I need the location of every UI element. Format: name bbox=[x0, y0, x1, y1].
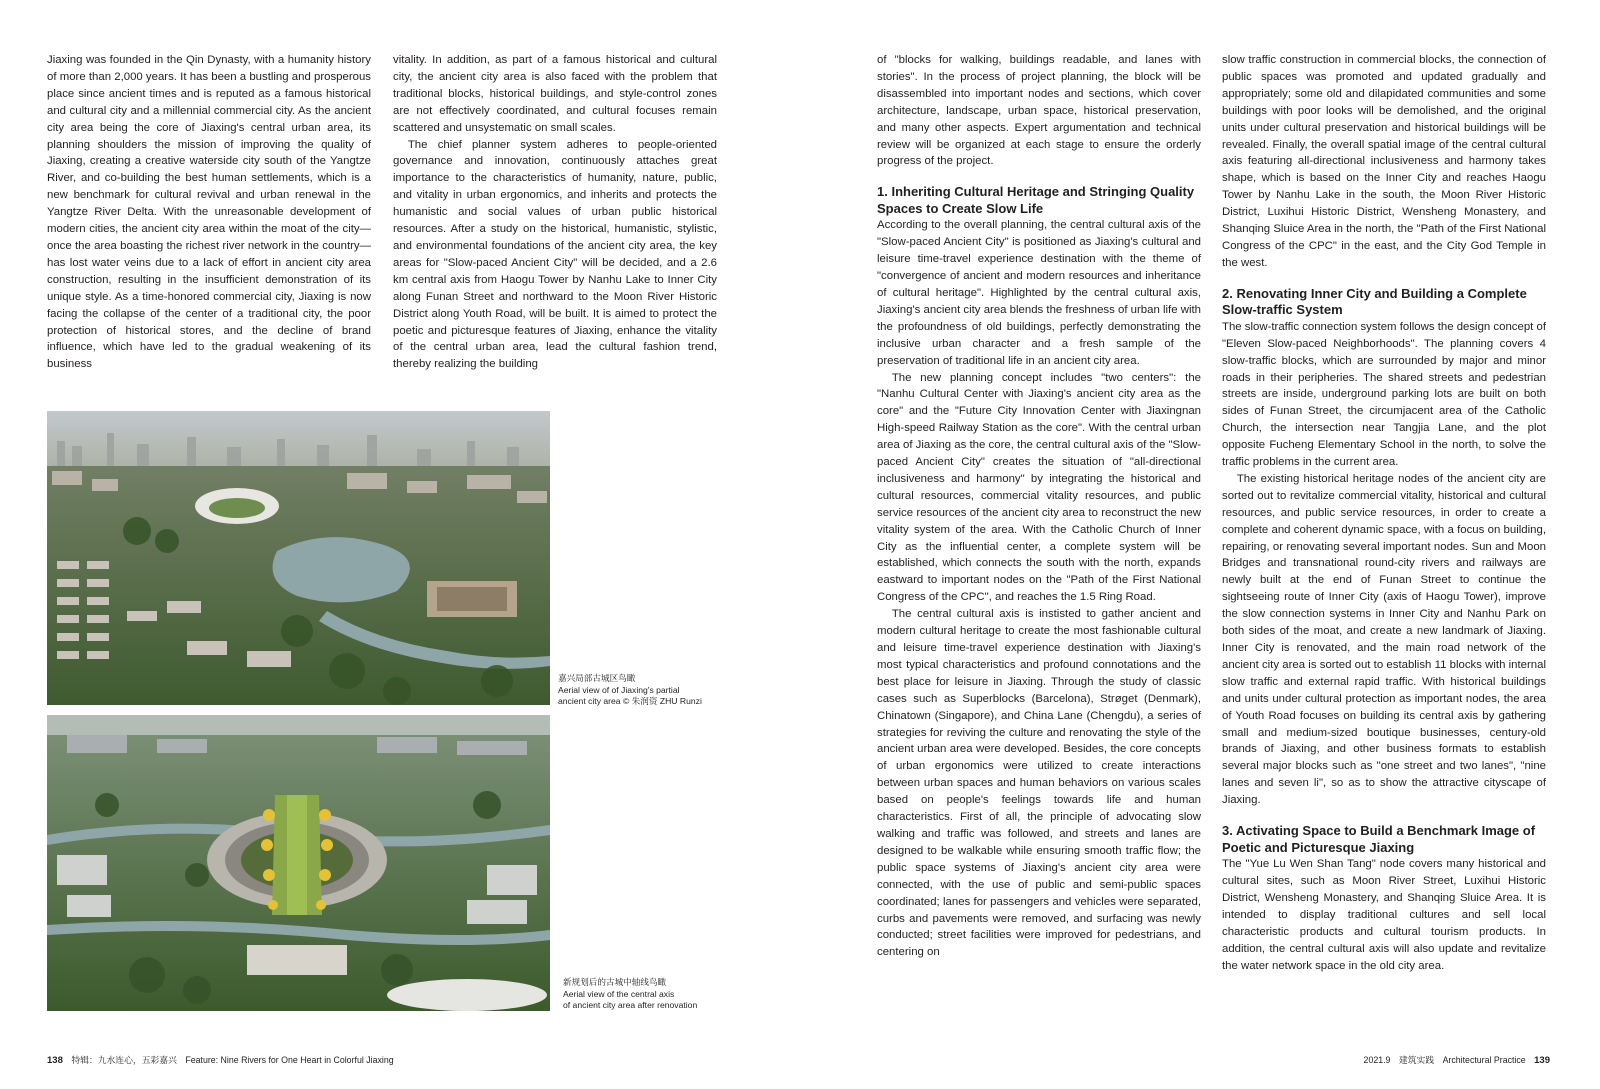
feature-title: Feature: Nine Rivers for One Heart in Colorful Jiaxing bbox=[185, 1055, 394, 1065]
photo-caption-2 bbox=[563, 977, 743, 1012]
aerial-city-illustration bbox=[47, 411, 550, 705]
paragraph: The central cultural axis is instisted to gather ancient and modern cultural heritage to create the most fashionable cultural and leisure time-travel experience destination with Jiaxing's most typical characteristics and profound connotations and the best place for leisure in Jiaxing. Through the study of classic cases such as Superblocks (Barcelona), Strøget (Denmark), Chinatown (Singapore), and China Lane (Chengdu), a series of strategies for reviving the culture and renovating the style of the ancient urban area were developed. Besides, the core concepts of urban ergonomics were utilized to create interactions between urban spaces and human behaviors on various scales based on people's feelings towards life and human characteristics. First of all, the principle of advocating slow walking and traffic was followed, and streets and lanes are designed to be walkable while ensuring smooth traffic flow; the public space systems of Jiaxing's ancient city area were connected, with the use of public and semi-public spaces coordinated; lanes for passengers and vehicles were separated, curbs and pavements were removed, and surfacing was newly conducted; street facilities were improved for pedestrians, and centering on bbox=[877, 608, 1201, 959]
text-column-4 bbox=[1222, 52, 1546, 974]
section-heading-1: 1. Inheriting Cultural Heritage and Stringing Quality Spaces to Create Slow Life bbox=[877, 184, 1195, 216]
caption-english: Aerial view of of Jiaxing's partial bbox=[558, 684, 680, 695]
issue-date: 2021.9 bbox=[1363, 1055, 1391, 1065]
footer-left bbox=[47, 1053, 400, 1066]
paragraph: slow traffic construction in commercial blocks, the connection of public spaces was promoted and updated gradually and appropriately; some old and dilapidated communities and some buildings with poor looks will be demolished, and the original units under cultural preservation and historical buildings will be revealed. Finally, the overall spatial image of the central cultural axis featuring all-directional inclusiveness and harmony takes shape, which is based on the Inner City and reaches Haogu Tower by Nanhu Lake in the south, the Moon River Historic District, Luxihui Historic District, Wensheng Monastery, and Shanqing Sluice Area in the north, the "Path of the First National Congress of the CPC" in the east, and the City God Temple in the west. bbox=[1222, 54, 1546, 269]
text-column-1 bbox=[47, 52, 371, 373]
text-column-3 bbox=[877, 52, 1201, 961]
caption-english: ancient city area © 朱润资 ZHU Runzi bbox=[558, 696, 702, 706]
text-column-2 bbox=[393, 52, 717, 373]
caption-english: Aerial view of the central axis bbox=[563, 988, 675, 999]
paragraph: Jiaxing was founded in the Qin Dynasty, with a humanity history of more than 2,000 years. It has been a bustling and prosperous place since ancient times and is reputed as a famous historical and cultural city and a millennial commercial city. As the ancient city area being the core of Jiaxing's central urban area, its planning shoulders the mission of improving the quality of Jiaxing, creating a creative waterside city south of the Yangtze River, and co-building the best human settlements, which is a new benchmark for cultural revival and urban renewal in the Yangtze River Delta. With the unreasonable development of modern cities, the ancient city area within the moat of the city—once the area boasting the richest river network in the country—has lost water veins due to a lack of effort in ancient city area construction, resulting in the insufficient demonstration of its unique style. As a time-honored commercial city, Jiaxing is now facing the collapse of the center of a traditional city, the poor protection of historical stores, and the decline of brand influence, which have led to the gradual weakening of its business bbox=[47, 54, 371, 371]
paragraph: The chief planner system adheres to people-oriented governance and innovation, continuously attaches great importance to the characteristics of humanity, nature, public, and vitality in urban ergonomics, and inherits and protects the humanistic and social values of urban public historical resources. After a study on the historical, humanistic, stylistic, and environmental foundations of the ancient city area, the key areas for "Slow-paced Ancient City" will be decided, and a 2.6 km central axis from Haogu Tower by Nanhu Lake to Inner City along Funan Street and northward to the Moon River Historic District along Youth Road, will be built. It is aimed to protect the poetic and picturesque features of Jiaxing, enhance the vitality of the central urban area, lead the cultural fashion trend, thereby realizing the building bbox=[393, 138, 717, 371]
central-axis-illustration bbox=[47, 715, 550, 1011]
aerial-photo-central-axis bbox=[47, 715, 550, 1011]
journal-name-chinese: 建筑实践 bbox=[1398, 1055, 1435, 1065]
aerial-photo-city bbox=[47, 411, 550, 705]
page-number-right: 139 bbox=[1534, 1055, 1550, 1066]
paragraph: The existing historical heritage nodes of the ancient city are sorted out to revitalize commercial vitality, historical and cultural resources, and public service resources, in order to create a complete and coherent dynamic space, with a focus on building, repairing, or renovating several important nodes. Sun and Moon Bridges and transnational round-city rivers and railways are newly built at the end of Funan Street to continue the sightseeing route of Inner City (axis of Haogu Tower), improve the slow connection systems in Inner City and Nanhu Park on both sides of the moat, and create a new landmark of Jiaxing. Inner City is renovated, and the main road network of the ancient city area is sorted out to establish 11 blocks with internal slow traffic and external rapid traffic. With historical buildings and units under cultural protection as important nodes, the area of Youth Road focuses on building its central axis by gathering small and medium-sized boutique businesses, century-old brands of Jiaxing, and other business formats to establish several major blocks such as "one street and two lanes", "nine lanes and seven li", so as to show the attractive cityscape of Jiaxing. bbox=[1222, 472, 1546, 807]
section-heading-3: 3. Activating Space to Build a Benchmark Image of Poetic and Picturesque Jiaxing bbox=[1222, 823, 1536, 855]
journal-name-english: Architectural Practice bbox=[1442, 1055, 1526, 1065]
section-heading-2: 2. Renovating Inner City and Building a Complete Slow-traffic System bbox=[1222, 285, 1527, 318]
paragraph: The "Yue Lu Wen Shan Tang" node covers many historical and cultural sites, such as Moon River Street, Luxihui Historic District, Wensheng Monastery, and Shanqing Sluice Area. It is intended to display traditional cultures and sell local characteristic products and cultural tourism products. In addition, the central cultural axis will also update and revitalize the water network space in the old city area. bbox=[1222, 858, 1546, 972]
caption-chinese: 新规划后的古城中轴线鸟瞰 bbox=[563, 977, 667, 987]
paragraph: The new planning concept includes "two centers": the "Nanhu Cultural Center with Jiaxing's ancient city area as the core" and the "Future City Innovation Center with Jiaxingnan High-speed Railway Station as the core". With the central urban area of Jiaxing as the core, the central cultural axis of the "Slow-paced Ancient City" creates the situation of "all-directional inclusiveness and harmony" by integrating the historical and cultural resources, commercial vitality resources, and public service resources of the ancient city area to reconstruct the new vitality system of the area. With the Catholic Church of Inner City as the influential center, a complete system will be established, which connects the south with the north, expands eastward to important nodes on the "Path of the First National Congress of the CPC", and reaches the 1.5 Ring Road. bbox=[877, 371, 1201, 604]
section-title-chinese: 特辑：九水连心，五彩嘉兴 bbox=[71, 1055, 177, 1065]
page-number-left: 138 bbox=[47, 1055, 63, 1066]
photo-caption-1 bbox=[558, 673, 738, 708]
paragraph: vitality. In addition, as part of a famous historical and cultural city, the ancient city area is also faced with the problem that traditional blocks, historical buildings, and style-control zones are not effectively coordinated, and cultural focuses remain scattered and unsystematic on small scales. bbox=[393, 54, 717, 134]
paragraph: of "blocks for walking, buildings readable, and lanes with stories". In the process of project planning, the block will be disassembled into important nodes and sections, which cover architecture, landscape, urban space, historical preservation, and many other aspects. Expert argumentation and technical review will be organized at each stage to ensure the orderly progress of the project. bbox=[877, 54, 1201, 168]
caption-english: of ancient city area after renovation bbox=[563, 1000, 698, 1010]
paragraph: The slow-traffic connection system follows the design concept of "Eleven Slow-paced Neighborhoods". The planning covers 4 slow-traffic blocks, which are surrounded by major and minor roads in their peripheries. The shared streets and pedestrian streets are inside, underground parking lots are built on both sides of Funan Street, the circumjacent area of the Catholic Church, the intersection near Tangjia Lane, and the plot opposite Fucheng Elementary School in the north, to solve the traffic problems in the current area. bbox=[1222, 320, 1546, 469]
footer-right bbox=[1364, 1053, 1556, 1066]
paragraph: According to the overall planning, the central cultural axis of the "Slow-paced Ancient City" is positioned as Jiaxing's cultural and leisure time-travel experience destination with the theme of "convergence of ancient and modern resources and inheritance of cultural heritage". Highlighted by the central cultural axis, Jiaxing's ancient city area blends the freshness of urban life with the profoundness of old buildings, perfectly demonstrating the inclusive urban character and a fresh sample of the preservation of traditional life in an ancient city area. bbox=[877, 219, 1201, 367]
caption-chinese: 嘉兴局部古城区鸟瞰 bbox=[558, 673, 636, 683]
